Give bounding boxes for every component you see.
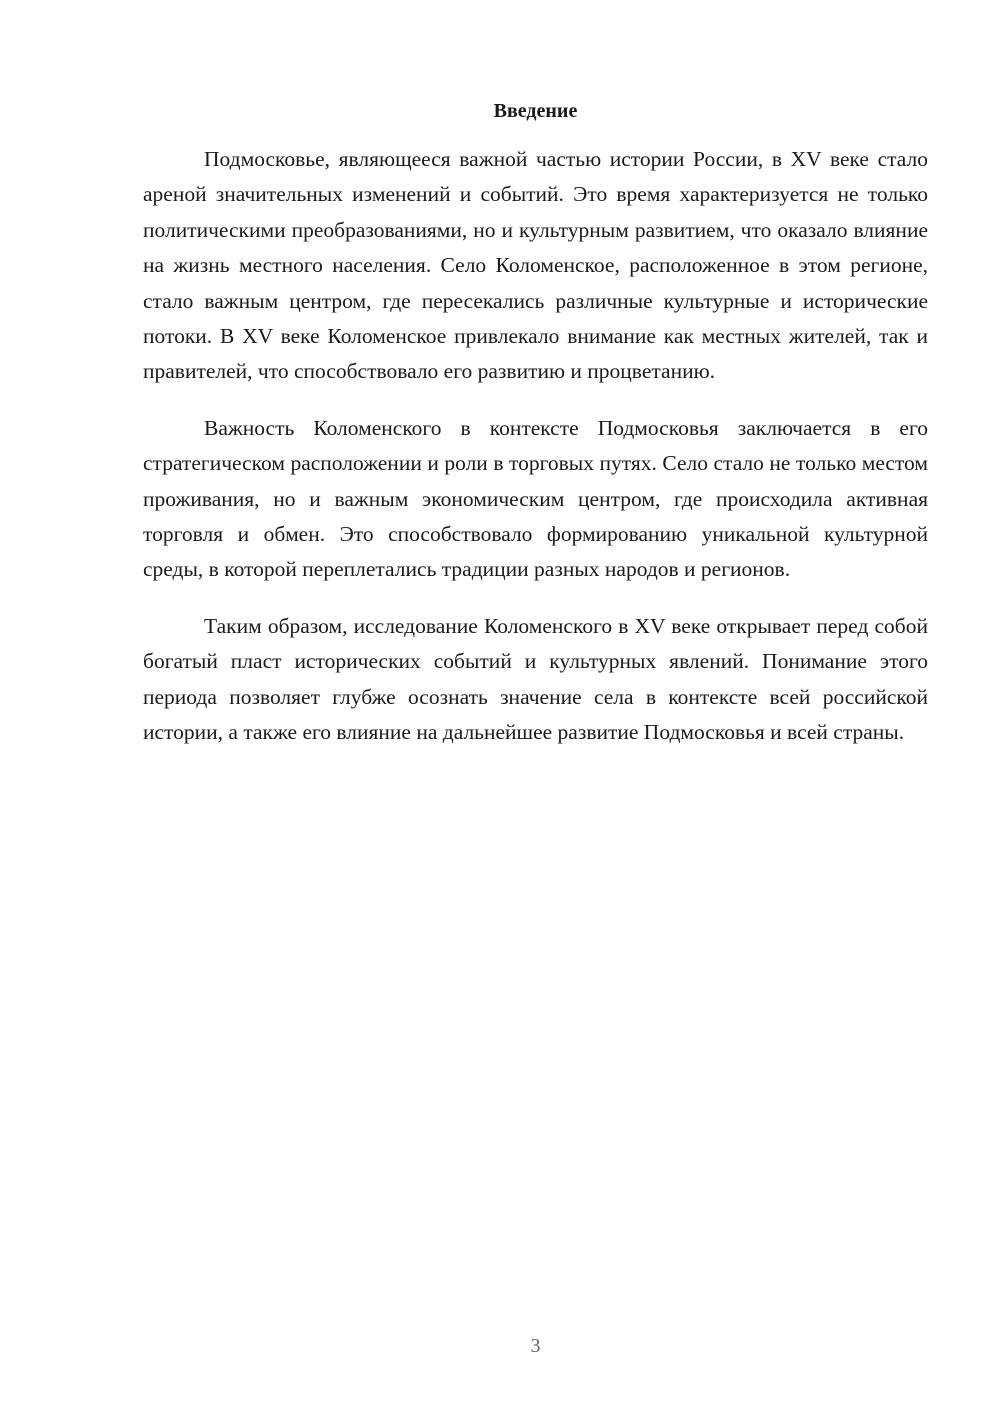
paragraph-2: Важность Коломенского в контексте Подмосковья заключается в его стратегическом расположении и роли в торговых путях. Село стало не только местом проживания, но и важным экономическим центром, где происходила активная торговля и обмен. Это способствовало формированию уникальной культурной среды, в которой переплетались традиции разных народов и регионов.	[143, 415, 928, 582]
page-number: 3	[530, 1335, 541, 1357]
section-heading: Введение	[493, 100, 578, 122]
body-text	[143, 142, 928, 772]
paragraph-1: Подмосковье, являющееся важной частью истории России, в XV веке стало ареной значительных изменений и событий. Это время характеризуется не только политическими преобразованиями, но и культурным развитием, что оказало влияние на жизнь местного населения. Село Коломенское, расположенное в этом регионе, стало важным центром, где пересекались различные культурные и исторические потоки. В XV веке Коломенское привлекало внимание как местных жителей, так и правителей, что способствовало его развитию и процветанию.	[143, 147, 928, 384]
paragraph-3: Таким образом, исследование Коломенского в XV веке открывает перед собой богатый пласт исторических событий и культурных явлений. Понимание этого периода позволяет глубже осознать значение села в контексте всей российской истории, а также его влияние на дальнейшее развитие Подмосковья и всей страны.	[143, 613, 928, 745]
